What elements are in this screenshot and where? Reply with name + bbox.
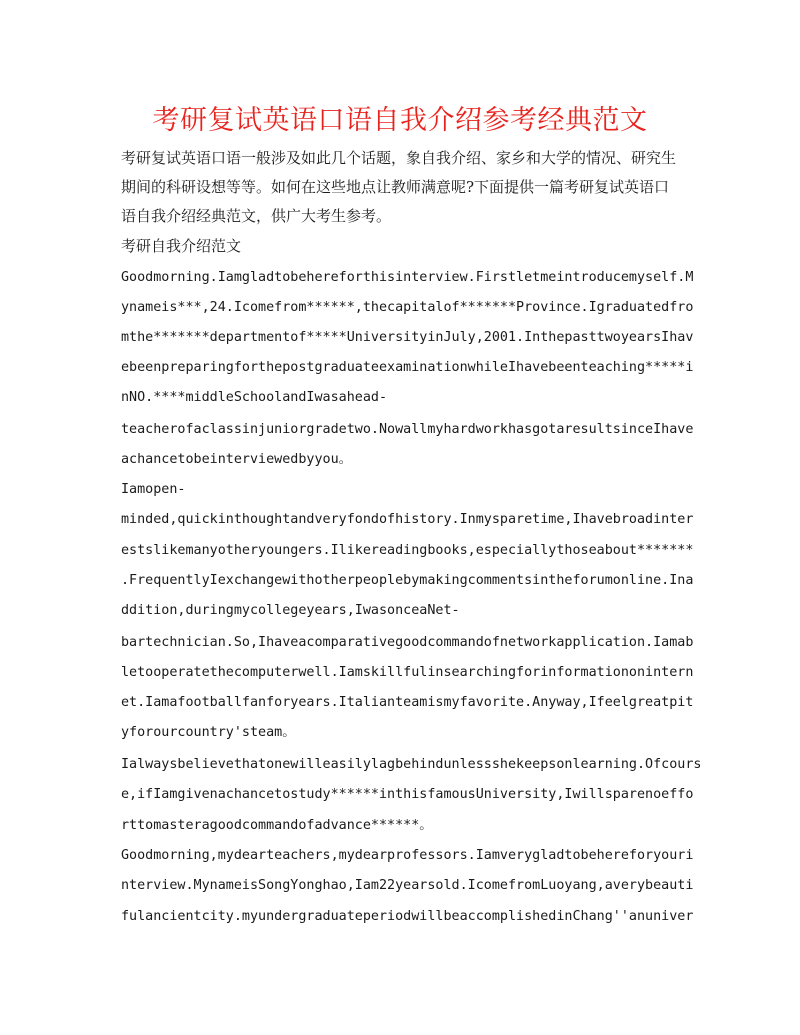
body-line: nterview.MynameisSongYonghao,Iam22yearsold.IcomefromLuoyang,averybeauti: [121, 878, 694, 893]
body-line: e,ifIamgivenachancetostudy******inthisfamousUniversity,Iwillsparenoeffo: [121, 787, 694, 802]
body-line: nNO.****middleSchoolandIwasahead-: [121, 390, 388, 405]
body-line: rttomasteragoodcommandofadvance******。: [121, 818, 433, 833]
body-line: Iamopen-: [121, 482, 186, 497]
document-title: 考研复试英语口语自我介绍参考经典范文: [152, 105, 648, 136]
intro-paragraph: 考研复试英语口语一般涉及如此几个话题，象自我介绍、家乡和大学的情况、研究生期间的科研设想等等。如何在这些地点让教师满意呢?下面提供一篇考研复试英语口语自我介绍经典范文，供广大考生参考。: [121, 149, 677, 225]
section-heading: 考研自我介绍范文: [121, 237, 242, 255]
body-line: yforourcountry'steam。: [121, 725, 296, 740]
body-line: minded,quickinthoughtandveryfondofhistory.Inmysparetime,Ihavebroadinter: [121, 512, 694, 527]
body-line: Goodmorning.Iamgladtobehereforthisinterview.Firstletmeintroducemyself.M: [121, 270, 694, 285]
body-line: bartechnician.So,Ihaveacomparativegoodcommandofnetworkapplication.Iamab: [121, 635, 694, 650]
body-line: Ialwaysbelievethatonewilleasilylagbehindunlessshekeepsonlearning.Ofcours: [121, 757, 702, 772]
body-line: .FrequentlyIexchangewithotherpeoplebymakingcommentsintheforumonline.Ina: [121, 573, 694, 588]
body-line: et.Iamafootballfanforyears.Italianteamismyfavorite.Anyway,Ifeelgreatpit: [121, 695, 694, 710]
body-line: teacherofaclassinjuniorgradetwo.NowallmyhardworkhasgotaresultsinceIhave: [121, 422, 694, 437]
body-line: estslikemanyotheryoungers.Ilikereadingbooks,especiallythoseabout*******: [121, 543, 694, 558]
body-line: Goodmorning,mydearteachers,mydearprofessors.Iamverygladtobehereforyouri: [121, 848, 694, 863]
body-line: ynameis***,24.Icomefrom******,thecapitalof*******Province.Igraduatedfro: [121, 300, 694, 315]
body-line: mthe*******departmentof*****UniversityinJuly,2001.InthepasttwoyearsIhav: [121, 330, 694, 345]
body-line: ebeenpreparingforthepostgraduateexaminationwhileIhavebeenteaching*****i: [121, 360, 694, 375]
body-line: ddition,duringmycollegeyears,IwasonceaNet-: [121, 603, 460, 618]
body-line: fulancientcity.myundergraduateperiodwillbeaccomplishedinChang''anuniver: [121, 909, 694, 924]
body-line: letooperatethecomputerwell.Iamskillfulinsearchingforinformationonintern: [121, 665, 694, 680]
body-line: achancetobeinterviewedbyyou。: [121, 452, 353, 467]
